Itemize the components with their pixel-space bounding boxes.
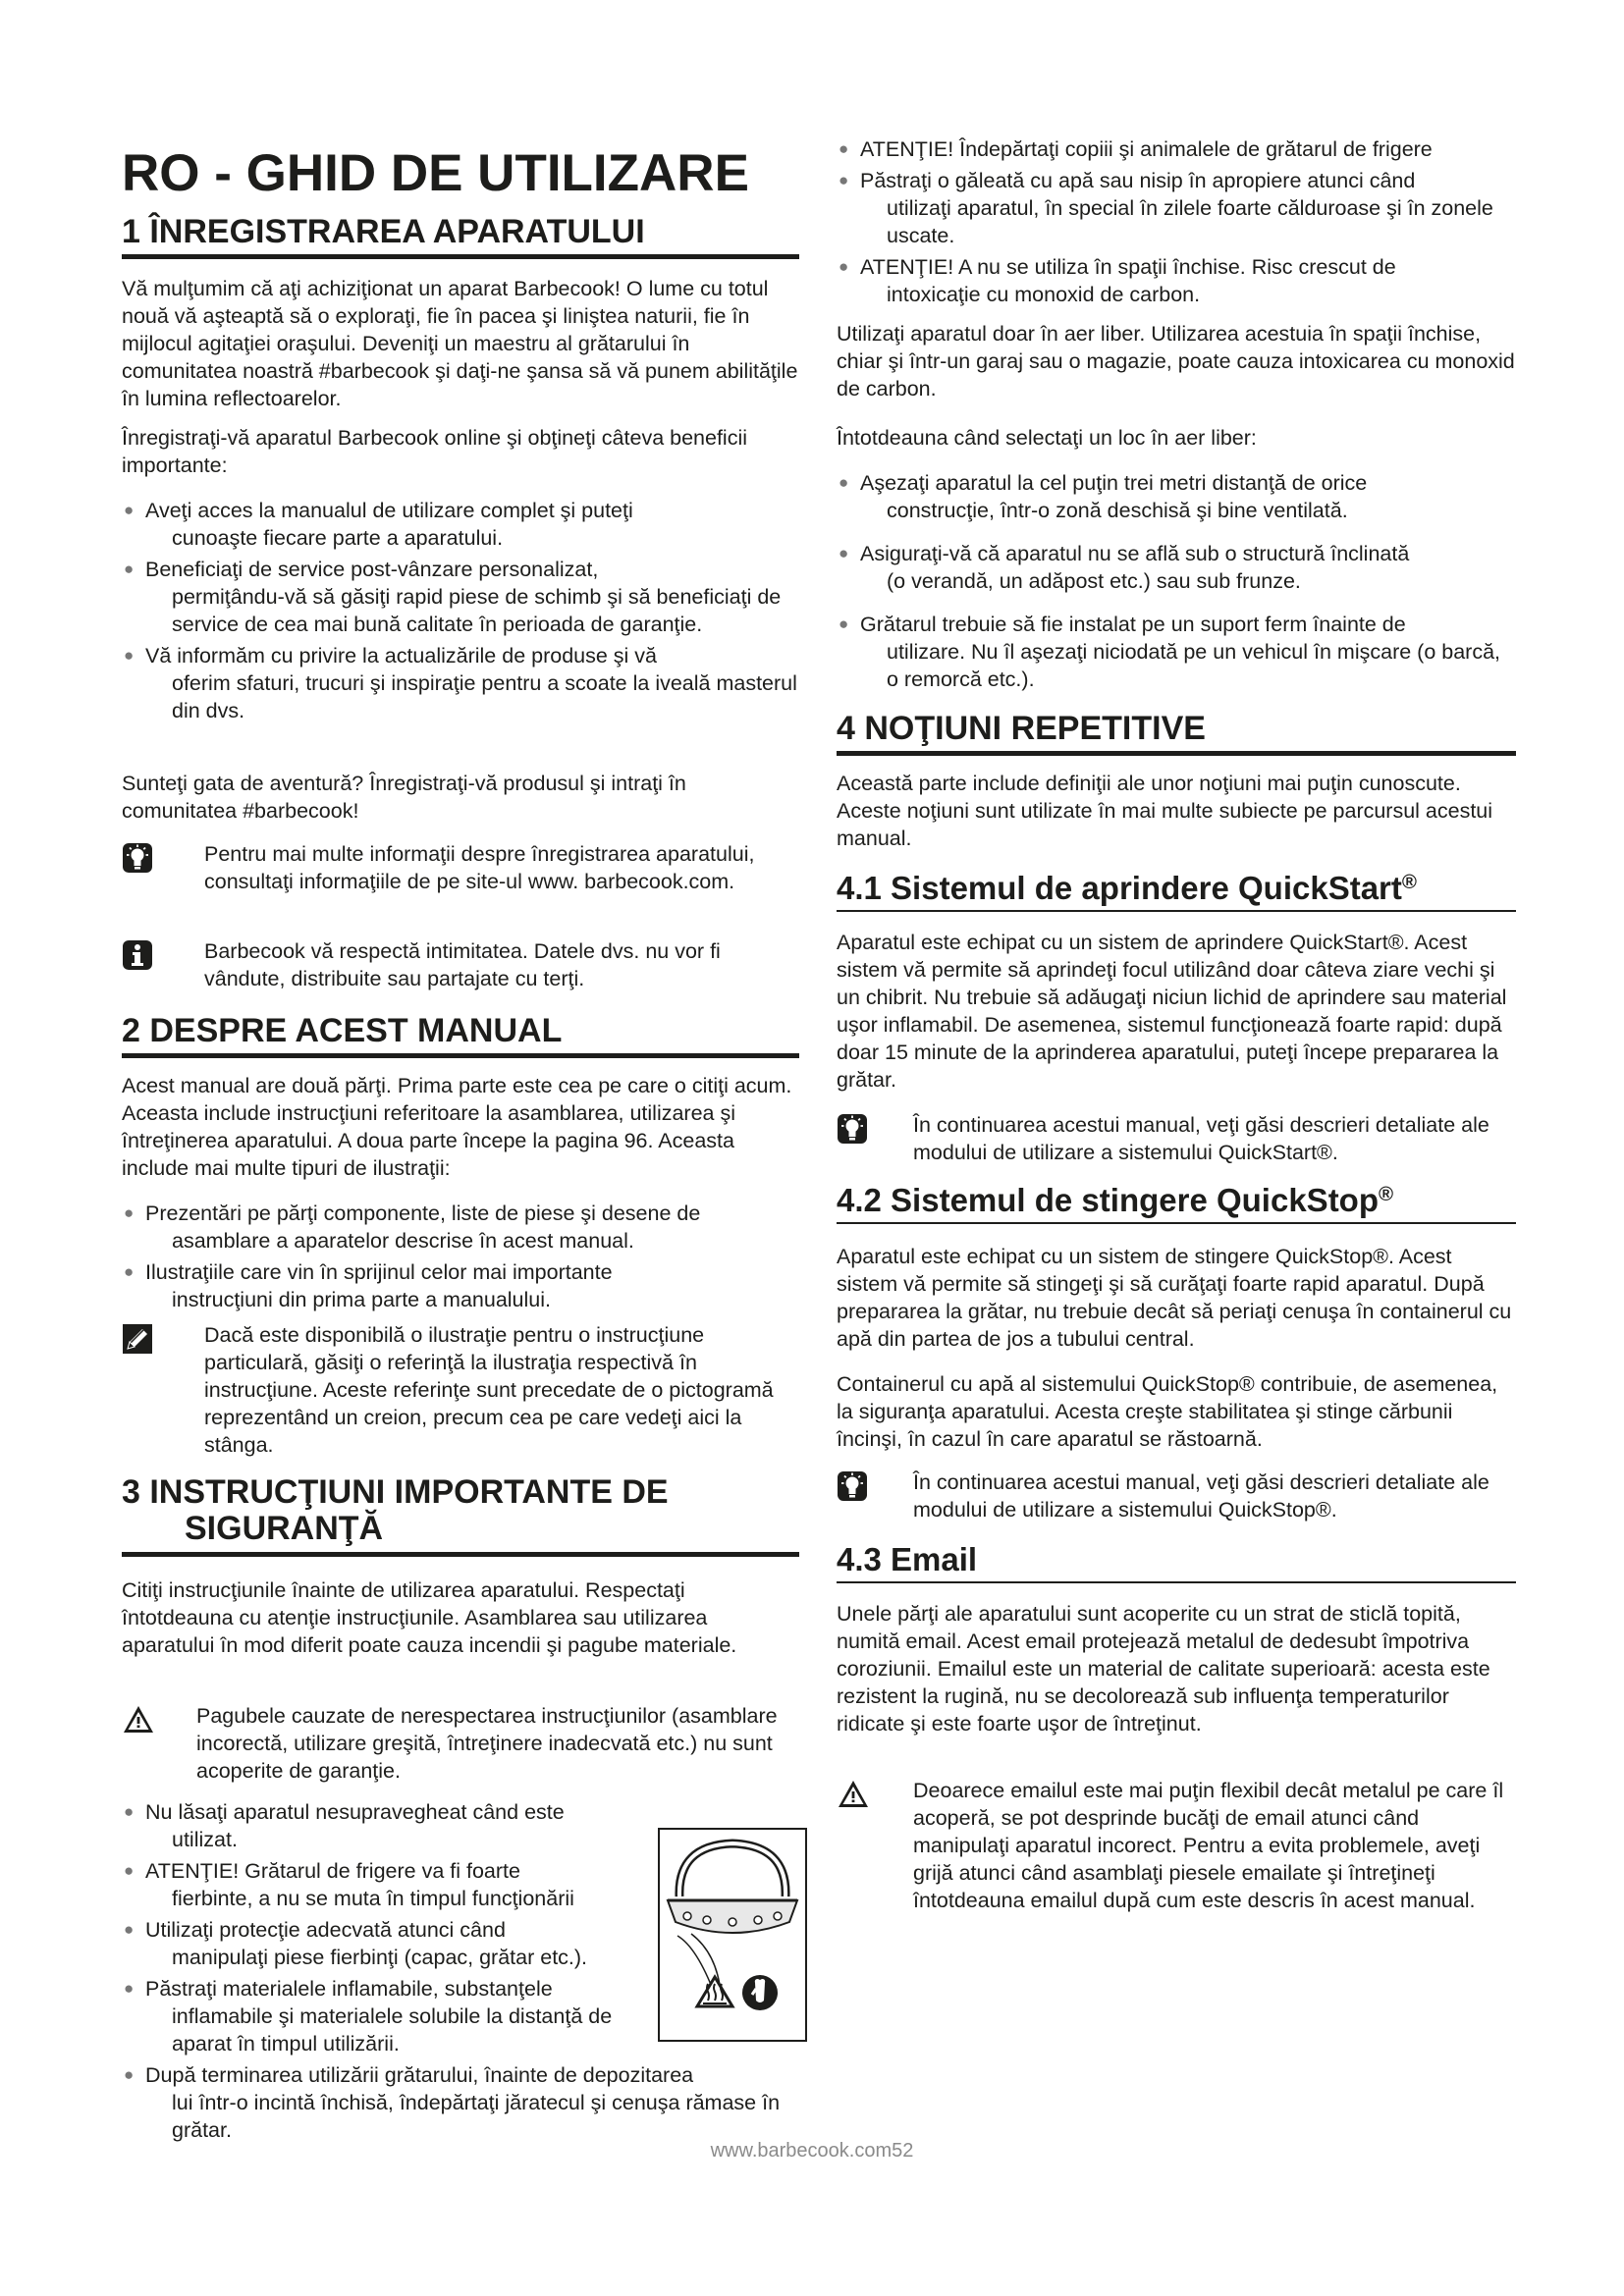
pencil-icon — [122, 1323, 153, 1355]
section-3-paragraph-1: Citiţi instrucţiunile înainte de utilizarea aparatului. Respectaţi întotdeauna cu atenţie instrucţiunile. Asamblarea sau utilizarea aparatului în mod diferit poate cauza incendii şi pagube materiale. — [122, 1578, 737, 1657]
list-item: ● Grătarul trebuie să fie instalat pe un suport ferm înainte de utilizare. Nu îl aşezaţi niciodată pe un vehicul în mişcare (o barcă, o remorcă etc.). — [839, 613, 1501, 691]
section-1-benefits-list — [122, 497, 799, 724]
list-item: ● Nu lăsaţi aparatul nesupravegheat când este utilizat. — [124, 1800, 565, 1851]
list-item: ● După terminarea utilizării grătarului, înainte de depozitarea lui într-o incintă închisă, îndepărtaţi jăratecul şi cenuşa rămase în grătar. — [124, 2063, 781, 2142]
hot-barbecue-illustration — [658, 1828, 807, 2042]
outdoor-use-block — [837, 320, 1516, 402]
section-3-heading-line-2: SIGURANŢĂ — [185, 1510, 384, 1548]
section-4-3 — [837, 1541, 1516, 1583]
section-4 — [837, 711, 1516, 756]
warranty-warning-text: Pagubele cauzate de nerespectarea instrucţiunilor (asamblare incorectă, utilizare greşită, întreţinere inadecvată etc.) nu sunt acoperite de garanţie. — [196, 1704, 778, 1783]
safety-list-right — [837, 135, 1516, 308]
list-item: ● Asiguraţi-vă că aparatul nu se află sub o structură înclinată (o verandă, un adăpost etc.) sau sub frunze. — [839, 542, 1410, 593]
section-4-1-paragraph: Aparatul este echipat cu un sistem de aprindere QuickStart®. Acest sistem vă permite să aprindeţi focul utilizând doar câteva ziare vechi şi un chibrit. Nu trebuie să adăugaţi niciun lichid de aprindere sau material uşor inflamabil. De asemenea, sistemul funcţionează foarte rapid: după doar 15 minute de la aprinderea aparatului, puteţi începe prepararea la grătar. — [837, 931, 1507, 1092]
section-3-heading-line-1: 3 INSTRUCŢIUNI IMPORTANTE DE — [122, 1473, 669, 1511]
section-1-intro — [122, 275, 799, 412]
email-warning-note — [837, 1777, 1516, 1914]
warranty-warning-note — [122, 1702, 799, 1785]
section-4-1-body — [837, 929, 1516, 1094]
section-4-2-body-1 — [837, 1243, 1516, 1353]
warning-triangle-icon — [837, 1779, 870, 1810]
section-4-3-paragraph: Unele părţi ale aparatului sunt acoperite cu un strat de sticlă topită, numită email. Acest email protejează metalul de dedesubt împotriva coroziunii. Emailul este un material de calitate superioară: acesta este rezistent la rugină, nu se decolorează sub influenţa temperaturilor ridicate şi este foarte uşor de întreţinut. — [837, 1602, 1490, 1735]
list-item: ● ATENŢIE! Îndepărtaţi copiii şi animalele de grătarul de frigere — [839, 137, 1433, 161]
list-item: ● Vă informăm cu privire la actualizările de produse şi vă oferim sfaturi, trucuri şi inspiraţie pentru a scoate la iveală masterul din dvs. — [124, 644, 797, 722]
list-item: ● ATENŢIE! A nu se utiliza în spaţii închise. Risc crescut de intoxicaţie cu monoxid de carbon. — [839, 255, 1396, 306]
registration-tip-note — [122, 840, 799, 895]
section-3 — [122, 1474, 799, 1557]
section-4-1 — [837, 870, 1516, 912]
section-4-1-heading — [837, 870, 1516, 912]
section-1-benefits-intro — [122, 424, 799, 479]
section-4-3-body — [837, 1600, 1516, 1737]
quickstop-tip-note — [837, 1468, 1516, 1523]
page-title: RO - GHID DE UTILIZARE — [122, 144, 749, 202]
list-item: ● Beneficiaţi de service post-vânzare personalizat, permiţându-vă să găsiţi rapid piese de schimb şi să beneficiaţi de service de cea mai bună calitate în perioada de garanţie. — [124, 558, 782, 636]
registered-mark: ® — [1379, 1182, 1394, 1205]
location-block — [837, 424, 1516, 452]
section-4-2-paragraph-1: Aparatul este echipat cu un sistem de stingere QuickStop®. Acest sistem vă permite să stingeţi şi să curăţaţi foarte rapid aparatul. După prepararea la grătar, nu trebuie decât să periaţi cenuşa în containerul cu apă din partea de jos a tubului central. — [837, 1245, 1512, 1351]
section-2-list — [122, 1200, 799, 1313]
section-2 — [122, 1013, 799, 1058]
lightbulb-icon — [837, 1470, 868, 1502]
section-3-intro — [122, 1576, 799, 1659]
quickstart-tip-note — [837, 1111, 1516, 1166]
quickstop-tip-text: În continuarea acestui manual, veţi găsi descrieri detaliate ale modului de utilizare a sistemului QuickStop®. — [913, 1470, 1489, 1522]
section-4-intro — [837, 770, 1516, 852]
list-item: ● Aşezaţi aparatul la cel puţin trei metri distanţă de orice construcţie, într-o zonă deschisă şi bine ventilată. — [839, 471, 1368, 522]
list-item: ● ATENŢIE! Grătarul de frigere va fi foarte fierbinte, a nu se muta în timpul funcţionării — [124, 1859, 574, 1910]
section-2-intro — [122, 1072, 799, 1182]
list-item: ● Păstraţi materialele inflamabile, substanţele inflamabile şi materialele solubile la distanţă de aparat în timpul utilizării. — [124, 1977, 613, 2056]
outdoor-use-paragraph: Utilizaţi aparatul doar în aer liber. Utilizarea acestuia în spaţii închise, chiar şi într-un garaj sau o magazie, poate cauza intoxicarea cu monoxid de carbon. — [837, 322, 1515, 400]
quickstart-tip-text: În continuarea acestui manual, veţi găsi descrieri detaliate ale modului de utilizare a sistemului QuickStart®. — [913, 1113, 1489, 1164]
location-paragraph: Întotdeauna când selectaţi un loc în aer liber: — [837, 426, 1257, 450]
section-4-paragraph-1: Această parte include definiţii ale unor noţiuni mai puţin cunoscute. Aceste noţiuni sunt utilizate în mai multe subiecte pe parcursul acestui manual. — [837, 772, 1493, 850]
lightbulb-icon — [122, 842, 153, 874]
lightbulb-icon — [837, 1113, 868, 1145]
pencil-note — [122, 1321, 799, 1459]
list-item: ● Prezentări pe părţi componente, liste de piese şi desene de asamblare a aparatelor descrise în acest manual. — [124, 1201, 701, 1253]
section-4-2-heading — [837, 1182, 1516, 1224]
list-item: ● Ilustraţiile care vin în sprijinul celor mai importante instrucţiuni din prima parte a manualului. — [124, 1260, 613, 1311]
privacy-info-note — [122, 937, 799, 992]
privacy-info-text: Barbecook vă respectă intimitatea. Datele dvs. nu vor fi vândute, distribuite sau partajate cu terţi. — [204, 939, 721, 990]
section-4-2-paragraph-2: Containerul cu apă al sistemului QuickStop® contribuie, de asemenea, la siguranţa aparatului. Acesta creşte stabilitatea şi stinge cărbunii încinşi, în cazul în care aparatul se răstoarnă. — [837, 1372, 1498, 1451]
section-1-paragraph-2: Înregistraţi-vă aparatul Barbecook online şi obţineţi câteva beneficii importante: — [122, 426, 748, 477]
location-list — [837, 469, 1516, 693]
email-warning-text: Deoarece emailul este mai puţin flexibil decât metalul pe care îl acoperă, se pot desprinde bucăţi de email atunci când manipulaţi aparatul incorect. Pentru a evita problemele, aveţi grijă atunci când asamblaţi piesele emailate şi întreţineţi întotdeauna emailul după cum este descris în acest manual. — [913, 1779, 1504, 1912]
section-2-heading: 2 DESPRE ACEST MANUAL — [122, 1013, 799, 1058]
section-4-heading: 4 NOŢIUNI REPETITIVE — [837, 711, 1516, 756]
list-item: ● Păstraţi o găleată cu apă sau nisip în apropiere atunci când utilizaţi aparatul, în special în zilele foarte călduroase şi în zonele uscate. — [839, 169, 1493, 247]
section-4-2 — [837, 1182, 1516, 1224]
section-2-paragraph-1: Acest manual are două părţi. Prima parte este cea pe care o citiţi acum. Aceasta include instrucţiuni referitoare la asamblarea, utilizarea şi întreţinerea aparatului. A doua parte începe la pagina 96. Aceasta include mai multe tipuri de ilustraţii: — [122, 1074, 792, 1180]
pencil-note-text: Dacă este disponibilă o ilustraţie pentru o instrucţiune particulară, găsiţi o referinţă la ilustraţia respectivă în instrucţiune. Aceste referinţe sunt precedate de o pictogramă reprezentând un creion, precum cea pe care vedeţi aici la stânga. — [204, 1323, 774, 1457]
section-4-2-heading-text: 4.2 Sistemul de stingere QuickStop — [837, 1182, 1379, 1218]
registered-mark: ® — [1401, 870, 1417, 893]
registration-tip-text: Pentru mai multe informaţii despre înregistrarea aparatului, consultaţi informaţiile de pe site-ul www. barbecook.com. — [204, 842, 755, 893]
section-4-1-heading-text: 4.1 Sistemul de aprindere QuickStart — [837, 870, 1402, 906]
list-item: ● Aveţi acces la manualul de utilizare complet şi puteţi cunoaşte fiecare parte a aparatului. — [124, 499, 633, 550]
page-footer: www.barbecook.com52 — [710, 2140, 914, 2162]
section-1-paragraph-1: Vă mulţumim că aţi achiziţionat un aparat Barbecook! O lume cu totul nouă vă aşteaptă să o exploraţi, fie în pacea şi liniştea naturii, fie în mijlocul agitaţiei oraşului. Deveniţi un maestru al grătarului în comunitatea noastră #barbecook şi daţi-ne şansa să vă punem abilităţile în lumina reflectoarelor. — [122, 277, 798, 410]
section-3-heading — [122, 1474, 799, 1557]
section-1-closing — [122, 770, 799, 825]
section-4-2-body-2 — [837, 1370, 1516, 1453]
section-1-paragraph-3: Sunteţi gata de aventură? Înregistraţi-vă produsul şi intraţi în comunitatea #barbecook! — [122, 772, 686, 823]
section-1-heading: 1 ÎNREGISTRAREA APARATULUI — [122, 214, 799, 259]
section-1 — [122, 214, 799, 259]
list-item: ● Utilizaţi protecţie adecvată atunci când manipulaţi piese fierbinţi (capac, grătar etc.). — [124, 1918, 588, 1969]
section-4-3-heading: 4.3 Email — [837, 1541, 1516, 1583]
info-icon — [122, 939, 153, 971]
warning-triangle-icon — [122, 1704, 155, 1735]
